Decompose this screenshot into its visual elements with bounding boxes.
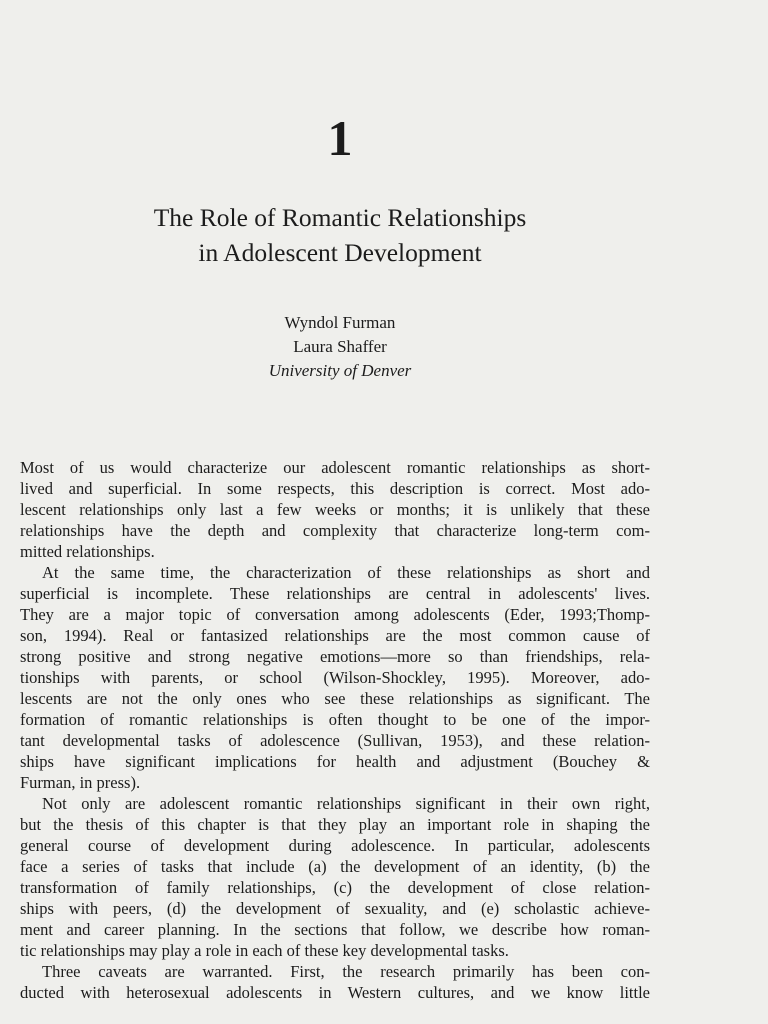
text-line: ducted with heterosexual adolescents in Western cultures, and we know little xyxy=(20,983,650,1002)
text-line: ships with peers, (d) the development of sexuality, and (e) scholastic achieve- xyxy=(20,899,650,918)
text-line: Not only are adolescent romantic relationships significant in their own right, xyxy=(42,794,650,813)
paragraph xyxy=(20,961,650,1003)
body-text xyxy=(20,457,650,1003)
text-line: son, 1994). Real or fantasized relationships are the most common cause of xyxy=(20,626,650,645)
text-line: transformation of family relationships, (c) the development of close relation- xyxy=(20,878,650,897)
text-line: mitted relationships. xyxy=(20,542,155,561)
chapter-title-line-2: in Adolescent Development xyxy=(198,238,482,267)
text-line: lescents are not the only ones who see these relationships as significant. The xyxy=(20,689,650,708)
paragraph xyxy=(20,457,650,562)
text-line: face a series of tasks that include (a) the development of an identity, (b) the xyxy=(20,857,650,876)
text-line: lived and superficial. In some respects, this description is correct. Most ado- xyxy=(20,479,650,498)
text-line: tionships with parents, or school (Wilson-Shockley, 1995). Moreover, ado- xyxy=(20,668,650,687)
author-name: Laura Shaffer xyxy=(293,337,387,356)
author-affiliation: University of Denver xyxy=(268,361,412,380)
paragraph xyxy=(20,562,650,793)
chapter-number: 1 xyxy=(327,110,353,166)
text-line: but the thesis of this chapter is that they play an important role in shaping the xyxy=(20,815,650,834)
paragraph xyxy=(20,793,650,961)
author-block xyxy=(0,311,680,383)
text-line: They are a major topic of conversation among adolescents (Eder, 1993;Thomp- xyxy=(20,605,650,624)
text-line: lescent relationships only last a few weeks or months; it is unlikely that these xyxy=(20,500,650,519)
text-line: formation of romantic relationships is often thought to be one of the impor- xyxy=(20,710,650,729)
chapter-title xyxy=(0,200,680,270)
text-line: Furman, in press). xyxy=(20,773,141,792)
text-line: relationships have the depth and complexity that characterize long-term com- xyxy=(20,521,650,540)
text-line: ships have significant implications for health and adjustment (Bouchey & xyxy=(20,752,650,771)
text-line: tant developmental tasks of adolescence (Sullivan, 1953), and these relation- xyxy=(20,731,650,750)
text-line: general course of development during adolescence. In particular, adolescents xyxy=(20,836,650,855)
text-line: Three caveats are warranted. First, the research primarily has been con- xyxy=(42,962,650,981)
text-line: ment and career planning. In the sections that follow, we describe how roman- xyxy=(20,920,650,939)
author-name: Wyndol Furman xyxy=(284,313,396,332)
text-line: Most of us would characterize our adolescent romantic relationships as short- xyxy=(20,458,650,477)
chapter-title-line-1: The Role of Romantic Relationships xyxy=(153,203,527,232)
text-line: tic relationships may play a role in each of these key developmental tasks. xyxy=(20,941,509,960)
text-line: At the same time, the characterization of these relationships as short and xyxy=(42,563,650,582)
text-line: strong positive and strong negative emotions—more so than friendships, rela- xyxy=(20,647,650,666)
text-line: superficial is incomplete. These relationships are central in adolescents' lives. xyxy=(20,584,650,603)
